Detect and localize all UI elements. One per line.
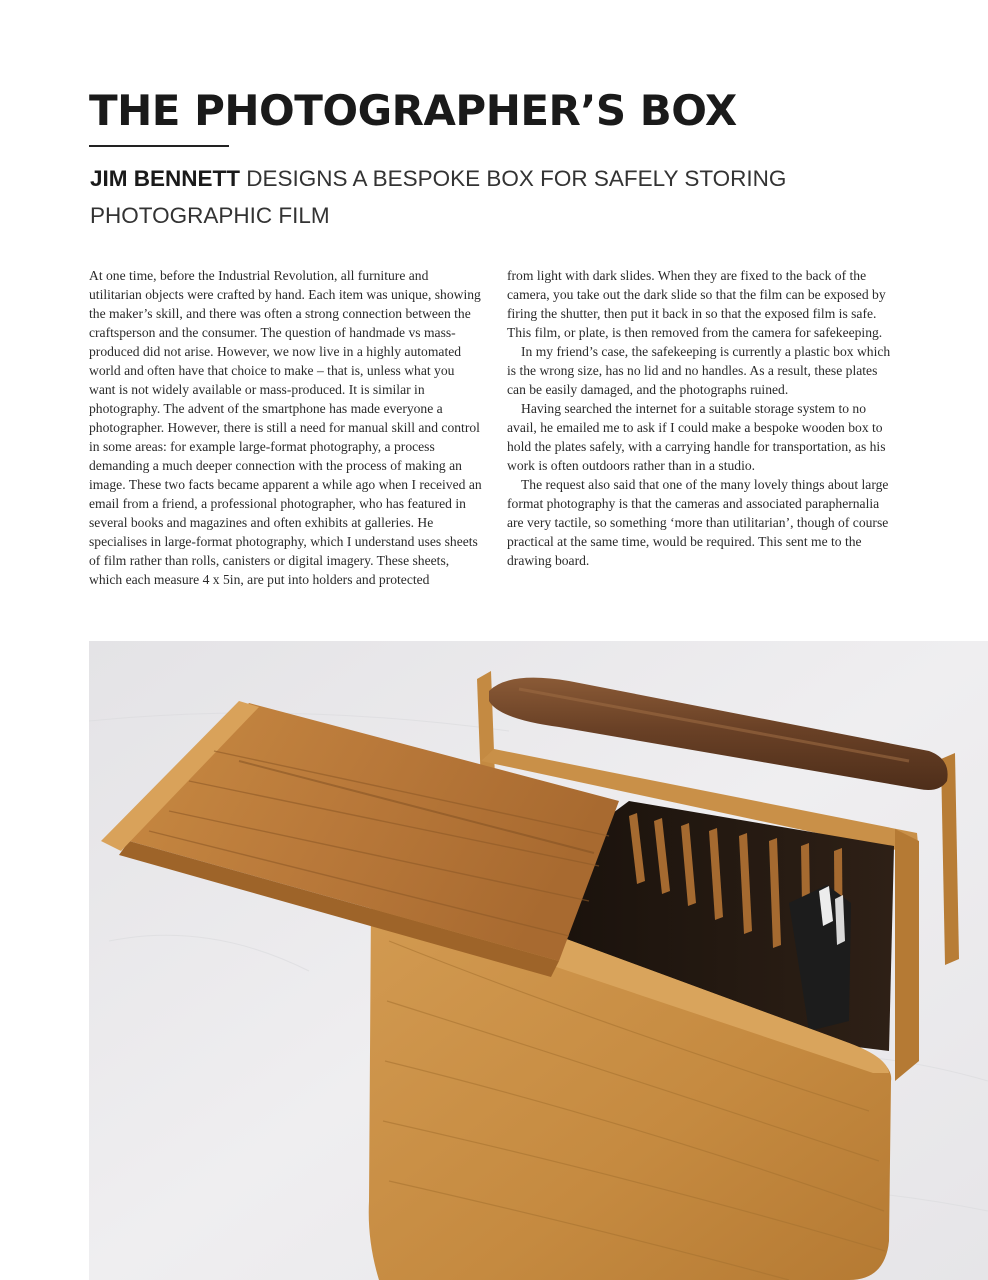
body-paragraph: from light with dark slides. When they are fixed to the back of the camera, you take out the dark slide so that the film can be exposed by firing the shutter, then put it back in so that the exposed film is safe. This film, or plate, is then removed from the camera for safekeeping. — [507, 268, 886, 340]
body-paragraph: In my friend’s case, the safekeeping is currently a plastic box which is the wrong size, has no lid and no handles. As a result, these plates can be easily damaged, and the photographs ruined. — [507, 344, 891, 397]
author-name: JIM BENNETT — [90, 166, 241, 191]
body-paragraph: Having searched the internet for a suitable storage system to no avail, he emailed me to ask if I could make a bespoke wooden box to hold the plates safely, with a carrying handle for transportation, as his work is often outdoors rather than in a studio. — [507, 401, 886, 473]
box-photograph — [89, 641, 988, 1280]
article-subtitle — [90, 160, 810, 234]
body-column-right — [507, 266, 899, 570]
body-paragraph: At one time, before the Industrial Revolution, all furniture and utilitarian objects were crafted by hand. Each item was unique, showing the maker’s skill, and there was often a strong connection between the craftsperson and the consumer. The question of handmade vs mass-produced did not arise. However, we now live in a highly automated world and often have that choice to make – that is, unless what you want is not widely available or mass-produced. It is similar in photography. The advent of the smartphone has made everyone a photographer. However, there is still a need for manual skill and control in some areas: for example large-format photography, a process demanding a much deeper connection with the process of making an image. These two facts became apparent a while ago when I received an email from a friend, a professional photographer, who has featured in several books and magazines and often exhibits at galleries. He specialises in large-format photography, which I understand uses sheets of film rather than rolls, canisters or digital imagery. These sheets, which each measure 4 x 5in, are put into holders and protected — [89, 268, 482, 587]
article-title: THE PHOTOGRAPHER’S BOX — [89, 86, 737, 135]
title-divider — [89, 145, 229, 147]
body-paragraph: The request also said that one of the many lovely things about large format photography is that the cameras and associated paraphernalia are very tactile, so something ‘more than utilitarian’, though of course practical at the same time, would be required. This sent me to the drawing board. — [507, 477, 889, 568]
subtitle-text: DESIGNS A BESPOKE BOX FOR SAFELY STORING PHOTOGRAPHIC FILM — [90, 166, 787, 228]
body-column-left — [89, 266, 484, 589]
